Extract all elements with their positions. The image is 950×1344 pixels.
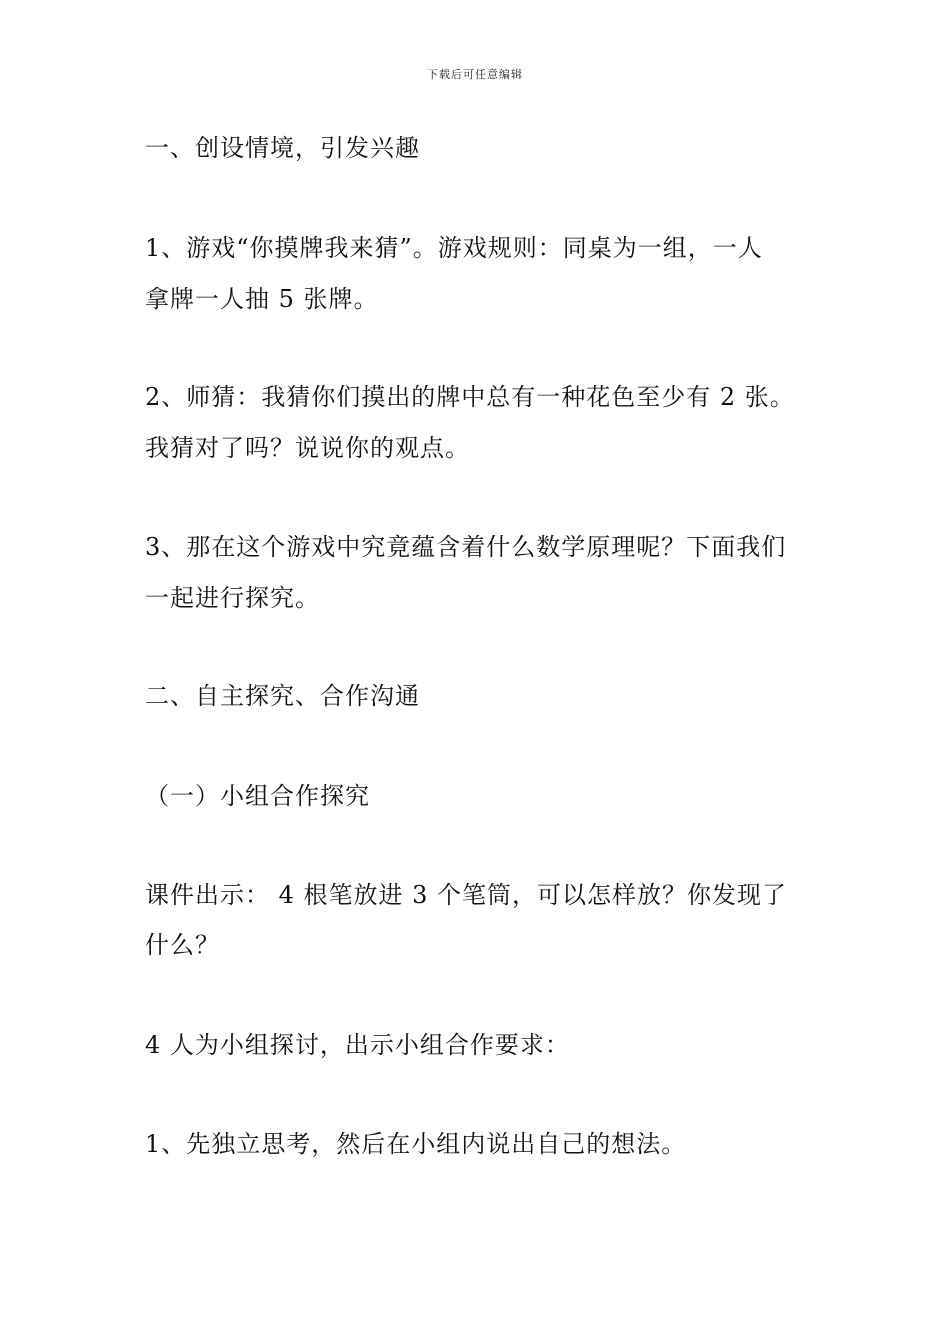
- subsection-heading: （一）小组合作探究: [145, 782, 370, 810]
- paragraph-2-line-2: 我猜对了吗？说说你的观点。: [145, 434, 470, 462]
- paragraph-1-line-2: 拿牌一人抽 5 张牌。: [145, 285, 379, 313]
- paragraph-4-line-2: 什么？: [145, 931, 220, 959]
- paragraph-2-line-1: 2、师猜：我猜你们摸出的牌中总有一种花色至少有 2 张。: [145, 383, 795, 411]
- section-heading-2: 二、自主探究、合作沟通: [145, 682, 420, 710]
- paragraph-3-line-2: 一起进行探究。: [145, 584, 320, 612]
- page-header-note: 下载后可任意编辑: [427, 68, 523, 81]
- section-heading-1: 一、创设情境，引发兴趣: [145, 134, 420, 162]
- paragraph-3-line-1: 3、那在这个游戏中究竟蕴含着什么数学原理呢？下面我们: [145, 533, 787, 561]
- paragraph-6: 1、先独立思考，然后在小组内说出自己的想法。: [145, 1130, 687, 1158]
- paragraph-5: 4 人为小组探讨，出示小组合作要求：: [145, 1031, 570, 1059]
- paragraph-1-line-1: 1、游戏“你摸牌我来猜”。游戏规则：同桌为一组，一人: [145, 234, 763, 262]
- paragraph-4-line-1: 课件出示： 4 根笔放进 3 个笔筒，可以怎样放？你发现了: [145, 881, 788, 909]
